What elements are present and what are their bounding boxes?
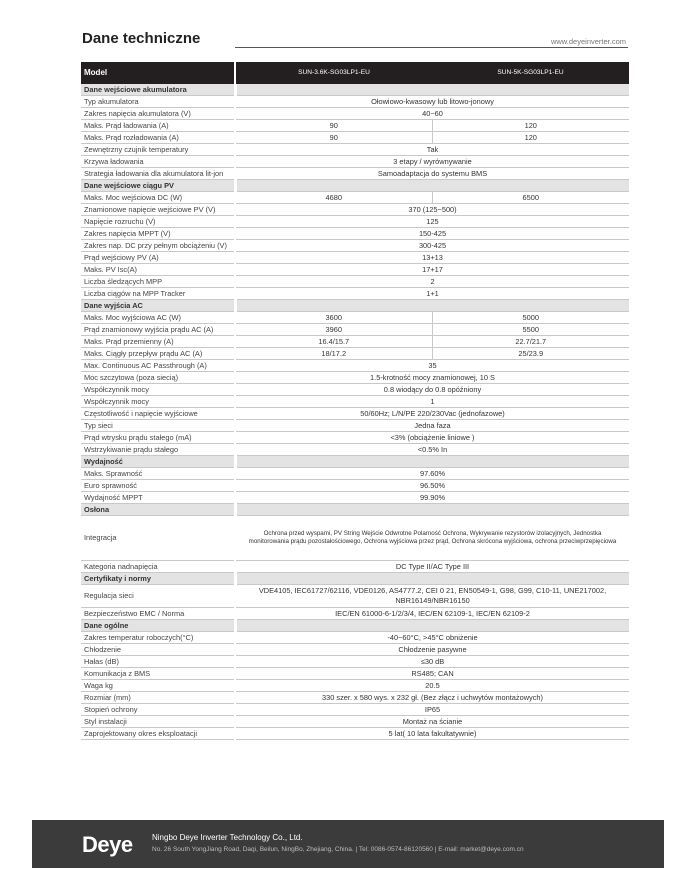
spec-value: Montaż na ścianie: [235, 716, 629, 728]
spec-row: [81, 692, 629, 704]
spec-label: Zakres nap. DC przy pełnym obciążeniu (V): [81, 240, 235, 252]
spec-value: 125: [235, 216, 629, 228]
spec-value: 40~60: [235, 108, 629, 120]
spec-value-model1: 3960: [235, 324, 432, 336]
spec-label: Krzywa ładowania: [81, 156, 235, 168]
section-title: Dane wyjścia AC: [81, 300, 235, 312]
spec-row: [81, 468, 629, 480]
section-fill: [235, 84, 629, 96]
spec-label: Napięcie rozruchu (V): [81, 216, 235, 228]
spec-row: [81, 108, 629, 120]
spec-value: RS485; CAN: [235, 668, 629, 680]
spec-value-model2: 25/23.9: [432, 348, 629, 360]
spec-label: Liczba ciągów na MPP Tracker: [81, 288, 235, 300]
spec-row: [81, 252, 629, 264]
spec-label: Zaprojektowany okres eksploatacji: [81, 728, 235, 740]
spec-row: [81, 168, 629, 180]
spec-value: 1.5-krotność mocy znamionowej, 10 S: [235, 372, 629, 384]
spec-value: 13+13: [235, 252, 629, 264]
spec-label: Kategoria nadnapięcia: [81, 561, 235, 573]
spec-label: Współczynnik mocy: [81, 384, 235, 396]
spec-value: Tak: [235, 144, 629, 156]
section-fill: [235, 573, 629, 585]
spec-value: 1: [235, 396, 629, 408]
spec-label: Typ sieci: [81, 420, 235, 432]
spec-value-model1: 90: [235, 120, 432, 132]
spec-value: 1+1: [235, 288, 629, 300]
spec-row: [81, 156, 629, 168]
section-fill: [235, 504, 629, 516]
spec-value: 2: [235, 276, 629, 288]
spec-label: Stopień ochrony: [81, 704, 235, 716]
spec-row: [81, 372, 629, 384]
spec-value: IEC/EN 61000-6-1/2/3/4, IEC/EN 62109-1, IEC/EN 62109-2: [235, 608, 629, 620]
spec-value: Chłodzenie pasywne: [235, 644, 629, 656]
spec-label: Bezpieczeństwo EMC / Norma: [81, 608, 235, 620]
spec-value-model2: 120: [432, 132, 629, 144]
section-header: [81, 84, 629, 96]
section-title: Dane ogólne: [81, 620, 235, 632]
spec-label: Typ akumulatora: [81, 96, 235, 108]
spec-row: [81, 96, 629, 108]
spec-value: Ołowiowo-kwasowy lub litowo-jonowy: [235, 96, 629, 108]
section-title: Dane wejściowe ciągu PV: [81, 180, 235, 192]
spec-value: Ochrona przed wyspami, PV String Wejście Odwrotne Polarność Ochrona, Wykrywanie rezystorów izolacyjnych, Jednostka monitorowania prądu pozostałościowego, Ochrona wyjściowa przez prąd, Ochrona skrócona wyjściowa, ochrona przeciwprzepięciowa: [235, 516, 629, 561]
spec-value: <3% (obciążenie liniowe ): [235, 432, 629, 444]
spec-label: Częstotliwość i napięcie wyjściowe: [81, 408, 235, 420]
spec-row: [81, 396, 629, 408]
spec-value: VDE4105, IEC61727/62116, VDE0126, AS4777.2, CEI 0 21, EN50549-1, G98, G99, C10-11, UNE217002, NBR16149/NBR16150: [235, 585, 629, 608]
spec-label: Zakres napięcia akumulatora (V): [81, 108, 235, 120]
section-header: [81, 620, 629, 632]
company-name: Ningbo Deye Inverter Technology Co., Ltd.: [152, 833, 303, 842]
spec-table: [81, 62, 629, 740]
spec-value-model2: 6500: [432, 192, 629, 204]
spec-row: [81, 668, 629, 680]
spec-value: Samoadaptacja do systemu BMS: [235, 168, 629, 180]
spec-row: [81, 192, 629, 204]
footer: [32, 820, 664, 868]
spec-label: Liczba śledzących MPP: [81, 276, 235, 288]
spec-value-model1: 18/17.2: [235, 348, 432, 360]
spec-label: Wydajność MPPT: [81, 492, 235, 504]
spec-row: [81, 656, 629, 668]
spec-value: 17+17: [235, 264, 629, 276]
spec-value: Jedna faza: [235, 420, 629, 432]
spec-value: 50/60Hz; L/N/PE 220/230Vac (jednofazowe): [235, 408, 629, 420]
spec-row: [81, 704, 629, 716]
spec-row: [81, 132, 629, 144]
spec-row: [81, 408, 629, 420]
header-rule: [235, 47, 628, 48]
model-col2: SUN-5K-SG03LP1-EU: [432, 62, 629, 84]
spec-row: [81, 561, 629, 573]
spec-label: Zewnętrzny czujnik temperatury: [81, 144, 235, 156]
section-title: Certyfikaty i normy: [81, 573, 235, 585]
spec-label: Komunikacja z BMS: [81, 668, 235, 680]
spec-label: Integracja: [81, 516, 235, 561]
spec-label: Chłodzenie: [81, 644, 235, 656]
spec-value-model2: 22.7/21.7: [432, 336, 629, 348]
deye-logo: Deye: [82, 832, 133, 857]
spec-label: Maks. Prąd przemienny (A): [81, 336, 235, 348]
section-title: Wydajność: [81, 456, 235, 468]
spec-row: [81, 216, 629, 228]
spec-value: 97.60%: [235, 468, 629, 480]
spec-label: Waga kg: [81, 680, 235, 692]
spec-row: [81, 288, 629, 300]
model-row: [81, 62, 629, 84]
spec-value: IP65: [235, 704, 629, 716]
spec-value-model2: 5000: [432, 312, 629, 324]
spec-row: [81, 444, 629, 456]
spec-value: 330 szer. x 580 wys. x 232 gł. (Bez złącz i uchwytów montażowych): [235, 692, 629, 704]
model-col1: SUN-3.6K-SG03LP1-EU: [235, 62, 432, 84]
spec-value: 150-425: [235, 228, 629, 240]
spec-row: [81, 680, 629, 692]
spec-row: [81, 228, 629, 240]
spec-label: Prąd wtrysku prądu stałego (mA): [81, 432, 235, 444]
spec-value: 99.90%: [235, 492, 629, 504]
spec-value: ≤30 dB: [235, 656, 629, 668]
spec-label: Hałas (dB): [81, 656, 235, 668]
spec-label: Maks. Moc wejściowa DC (W): [81, 192, 235, 204]
spec-row: [81, 348, 629, 360]
spec-row: [81, 204, 629, 216]
spec-label: Prąd znamionowy wyjścia prądu AC (A): [81, 324, 235, 336]
spec-label: Zakres temperatur roboczych(°C): [81, 632, 235, 644]
spec-label: Zakres napięcia MPPT (V): [81, 228, 235, 240]
spec-label: Maks. Prąd rozładowania (A): [81, 132, 235, 144]
spec-value-model2: 5500: [432, 324, 629, 336]
spec-label: Euro sprawność: [81, 480, 235, 492]
spec-row: [81, 384, 629, 396]
spec-value-model2: 120: [432, 120, 629, 132]
spec-row: [81, 608, 629, 620]
spec-row: [81, 492, 629, 504]
company-contact: No. 26 South YongJiang Road, Daqi, Beilun, NingBo, Zhejiang, China. | Tel: 0086-0574-86120560 | E-mail: market@deye.com.cn: [152, 846, 524, 853]
section-header: [81, 456, 629, 468]
spec-value-model1: 16.4/15.7: [235, 336, 432, 348]
spec-row: [81, 516, 629, 561]
spec-row: [81, 276, 629, 288]
spec-row: [81, 728, 629, 740]
spec-value: 0.8 wiodący do 0.8 opóźniony: [235, 384, 629, 396]
section-fill: [235, 620, 629, 632]
spec-row: [81, 120, 629, 132]
section-title: Osłona: [81, 504, 235, 516]
website-url[interactable]: www.deyeinverter.com: [550, 37, 626, 46]
section-fill: [235, 456, 629, 468]
spec-value-model1: 4680: [235, 192, 432, 204]
spec-label: Regulacja sieci: [81, 585, 235, 608]
spec-value: 96.50%: [235, 480, 629, 492]
spec-label: Znamionowe napięcie wejściowe PV (V): [81, 204, 235, 216]
spec-value: 35: [235, 360, 629, 372]
spec-value: <0.5% In: [235, 444, 629, 456]
spec-row: [81, 240, 629, 252]
spec-label: Maks. Prąd ładowania (A): [81, 120, 235, 132]
spec-value: 370 (125~500): [235, 204, 629, 216]
section-header: [81, 504, 629, 516]
spec-value: DC Type II/AC Type III: [235, 561, 629, 573]
spec-row: [81, 144, 629, 156]
spec-row: [81, 312, 629, 324]
spec-row: [81, 585, 629, 608]
spec-label: Prąd wejściowy PV (A): [81, 252, 235, 264]
spec-row: [81, 360, 629, 372]
spec-label: Maks. Sprawność: [81, 468, 235, 480]
spec-label: Max. Continuous AC Passthrough (A): [81, 360, 235, 372]
spec-label: Strategia ładowania dla akumulatora lit-jon: [81, 168, 235, 180]
spec-label: Współczynnik mocy: [81, 396, 235, 408]
spec-row: [81, 324, 629, 336]
spec-row: [81, 644, 629, 656]
spec-value: 5 lat( 10 lata fakultatywnie): [235, 728, 629, 740]
spec-row: [81, 432, 629, 444]
spec-row: [81, 264, 629, 276]
section-header: [81, 300, 629, 312]
spec-value: 300-425: [235, 240, 629, 252]
spec-label: Moc szczytowa (poza siecią): [81, 372, 235, 384]
spec-label: Maks. Ciągły przepływ prądu AC (A): [81, 348, 235, 360]
spec-row: [81, 716, 629, 728]
spec-value: -40~60°C, >45°C obniżenie: [235, 632, 629, 644]
spec-value: 20.5: [235, 680, 629, 692]
spec-label: Styl instalacji: [81, 716, 235, 728]
spec-label: Maks. PV Isc(A): [81, 264, 235, 276]
spec-value: 3 etapy / wyrównywanie: [235, 156, 629, 168]
spec-value-model1: 90: [235, 132, 432, 144]
model-label: Model: [81, 62, 235, 84]
section-fill: [235, 300, 629, 312]
section-header: [81, 180, 629, 192]
section-header: [81, 573, 629, 585]
spec-label: Maks. Moc wyjściowa AC (W): [81, 312, 235, 324]
section-title: Dane wejściowe akumulatora: [81, 84, 235, 96]
section-fill: [235, 180, 629, 192]
spec-label: Rozmiar (mm): [81, 692, 235, 704]
spec-label: Wstrzykiwanie prądu stałego: [81, 444, 235, 456]
spec-row: [81, 420, 629, 432]
spec-value-model1: 3600: [235, 312, 432, 324]
spec-row: [81, 632, 629, 644]
spec-row: [81, 336, 629, 348]
page-title: Dane techniczne: [82, 30, 201, 47]
spec-row: [81, 480, 629, 492]
